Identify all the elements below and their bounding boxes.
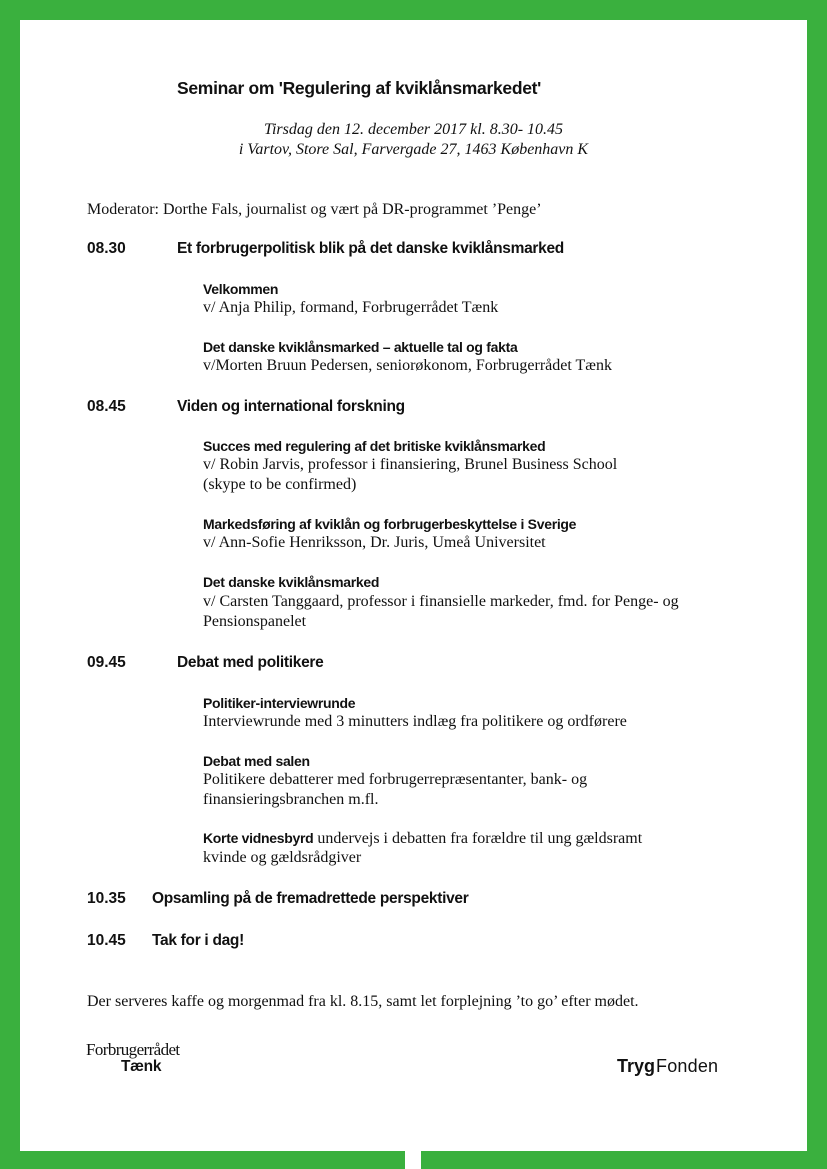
agenda-item-line: v/Morten Bruun Pedersen, seniorøkonom, Forbrugerrådet Tænk (203, 357, 612, 374)
trygfonden-logo-part1: Tryg (617, 1056, 656, 1076)
agenda-item-line: undervejs i debatten fra forældre til ung gældsramt (313, 830, 643, 847)
agenda-item-line: (skype to be confirmed) (203, 476, 357, 493)
agenda-item-title: Velkommen (203, 281, 279, 297)
agenda-section-title: Opsamling på de fremadrettede perspektiver (152, 890, 469, 907)
agenda-item-title: Markedsføring af kviklån og forbrugerbeskyttelse i Sverige (203, 516, 577, 532)
forbrugerraadet-logo-line1: Forbrugerrådet (86, 1040, 180, 1059)
moderator-line: Moderator: Dorthe Fals, journalist og vært på DR-programmet ’Penge’ (87, 201, 542, 218)
agenda-item-line: kvinde og gældsrådgiver (203, 849, 362, 866)
venue-line: i Vartov, Store Sal, Farvergade 27, 1463 København K (238, 141, 589, 158)
agenda-section-title: Viden og international forskning (177, 398, 405, 415)
agenda-section-title: Et forbrugerpolitisk blik på det danske kviklånsmarked (177, 240, 564, 257)
footer-note: Der serveres kaffe og morgenmad fra kl. 8.15, samt let forplejning ’to go’ efter mødet. (87, 993, 639, 1010)
agenda-time: 08.45 (87, 398, 126, 415)
agenda-item-line: v/ Carsten Tanggaard, professor i finansielle markeder, fmd. for Penge- og (203, 593, 679, 610)
document-page (20, 20, 807, 1151)
agenda-time: 08.30 (87, 240, 126, 257)
agenda-item-title: Politiker-interviewrunde (203, 695, 356, 711)
trygfonden-logo-part2: Fonden (656, 1056, 719, 1076)
agenda-item-line: finansieringsbranchen m.fl. (203, 791, 379, 808)
agenda-item-line: Interviewrunde med 3 minutters indlæg fra politikere og ordførere (203, 713, 627, 730)
agenda-time: 10.35 (87, 890, 126, 907)
agenda-item-title: Korte vidnesbyrd (203, 830, 314, 846)
agenda-item-title: Debat med salen (203, 753, 310, 769)
date-line: Tirsdag den 12. december 2017 kl. 8.30- 10.45 (263, 121, 564, 138)
agenda-item-line: v/ Ann-Sofie Henriksson, Dr. Juris, Umeå Universitet (203, 534, 546, 551)
seminar-title: Seminar om 'Regulering af kviklånsmarkedet' (177, 78, 542, 98)
forbrugerraadet-logo-line2: Tænk (121, 1058, 162, 1075)
agenda-time: 10.45 (87, 932, 126, 949)
agenda-item-title: Det danske kviklånsmarked (203, 574, 380, 590)
agenda-item-line: Pensionspanelet (203, 613, 307, 630)
agenda-item-title: Succes med regulering af det britiske kviklånsmarked (203, 438, 546, 454)
agenda-item-line: Politikere debatterer med forbrugerrepræsentanter, bank- og (203, 771, 588, 788)
agenda-item-inline (203, 830, 642, 848)
agenda-time: 09.45 (87, 654, 126, 671)
trygfonden-logo (617, 1056, 718, 1077)
frame-notch (405, 1151, 421, 1169)
agenda-item-line: v/ Anja Philip, formand, Forbrugerrådet Tænk (203, 299, 499, 316)
agenda-section-title: Debat med politikere (177, 654, 324, 671)
agenda-item-title: Det danske kviklånsmarked – aktuelle tal og fakta (203, 339, 518, 355)
agenda-item-line: v/ Robin Jarvis, professor i finansiering, Brunel Business School (203, 456, 618, 473)
agenda-section-title: Tak for i dag! (152, 932, 244, 949)
